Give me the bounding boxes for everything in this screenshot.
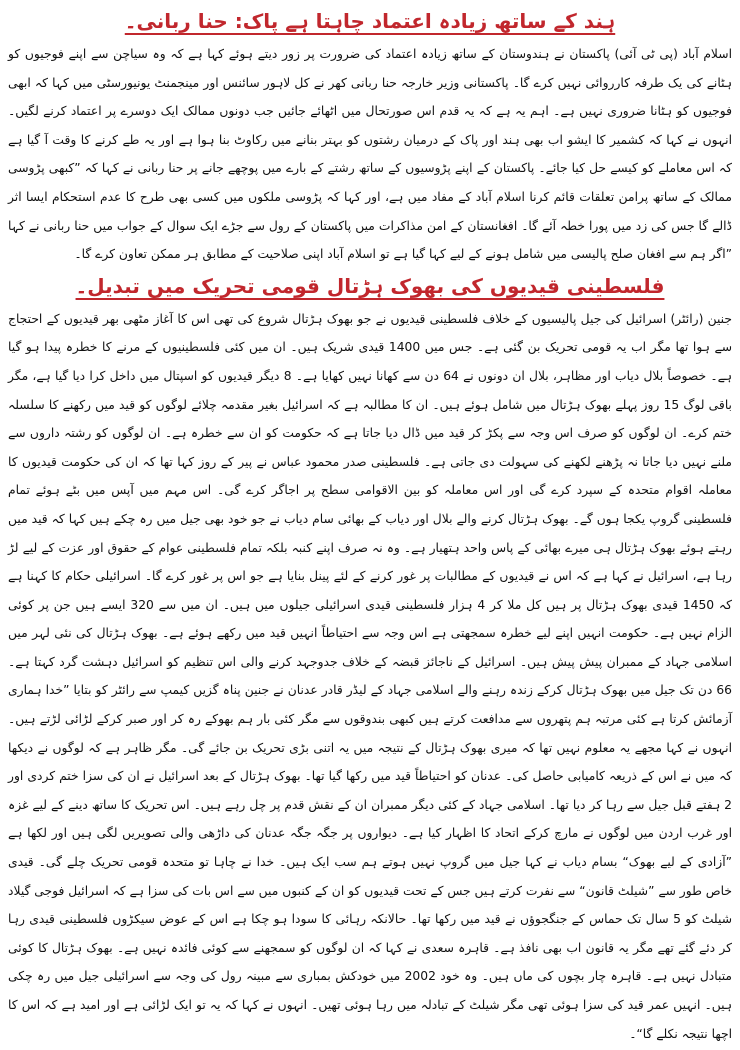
headline: فلسطینی قیدیوں کی بھوک ہڑتال قومی تحریک میں تبدیل۔ bbox=[75, 273, 665, 298]
headline: ہند کے ساتھ زیادہ اعتماد چاہتا ہے پاک: حنا ربانی۔ bbox=[124, 9, 616, 33]
article-palestinian-hunger-strike bbox=[8, 271, 732, 1048]
article-body: جنین (رائٹر) اسرائیل کی جیل پالیسیوں کے خلاف فلسطینی قیدیوں نے جو بھوک ہڑتال شروع کی تھی اس کا آغاز مٹھی بھر قیدیوں کے احتجاج سے ہوا تھا مگر اب یہ قومی تحریک بن گئی ہے۔ جس میں 1400 قیدی شریک ہیں۔ ان میں کئی فلسطینیوں کے مرنے کا خطرہ پیدا ہو گیا ہے۔ خصوصاً بلال دیاب اور مظاہر، بلال ان دونوں نے 64 دن سے کھانا نہیں کھایا ہے۔ 8 دیگر قیدیوں کو اسپتال میں داخل کرا دیا گیا ہے، مگر باقی لوگ 15 روز پہلے بھوک ہڑتال میں شامل ہوئے ہیں۔ ان کا مطالبہ ہے کہ اسرائیل بغیر مقدمہ چلائے لوگوں کو قید میں رکھنے کا سلسلہ ختم کرے۔ ان لوگوں کو صرف اس وجہ سے پکڑ کر قید میں ڈال دیا جاتا ہے کہ حکومت کو ان سے خطرہ ہے۔ ان لوگوں کو رشتہ داروں سے ملنے نہیں دیا جاتا نہ پڑھنے لکھنے کی سہولت دی جاتی ہے۔ فلسطینی صدر محمود عباس نے پیر کے روز کہا تھا کہ ان کی حکومت قیدیوں کا معاملہ اقوام متحدہ کے سپرد کرے گی اور اس معاملہ کو بین الاقوامی سطح پر اجاگر کرے گی۔ اس مہم میں آپس میں بٹے ہوئے تمام فلسطینی گروپ یکجا ہوں گے۔ بھوک ہڑتال کرنے والے بلال اور دیاب کے بھائی سام دیاب نے جو خود بھی جیل میں رہ چکے ہیں کہا کہ قید میں رہتے ہوئے بھوک ہڑتال ہی میرے بھائی کے پاس واحد ہتھیار ہے۔ وہ نہ صرف اپنے کنبہ بلکہ تمام فلسطینی عوام کے حقوق اور عزت کے لیے لڑ رہا ہے، اسرائیل نے کہا ہے کہ اس نے قیدیوں کے مطالبات پر غور کرنے کے لئے پینل بنایا ہے جو اس پر غور کرے گا۔ اسرائیلی حکام کا کہنا ہے کہ 1450 قیدی بھوک ہڑتال پر ہیں کل ملا کر 4 ہزار فلسطینی قیدی اسرائیلی جیلوں میں ہیں۔ ان میں سے 320 ایسے ہیں جن پر کوئی الزام نہیں ہے۔ حکومت انہیں اپنے لیے خطرہ سمجھتی ہے اس وجہ سے احتیاطاً انہیں قید میں رکھے ہوئے ہے۔ بھوک ہڑتال کی نئی لہر میں اسلامی جہاد کے ممبران پیش پیش ہیں۔ اسرائیل کے ناجائز قبضہ کے خلاف جدوجہد کرنے والی اس تنظیم کو اسرائیل دہشت گرد کہتا ہے۔ 66 دن تک جیل میں بھوک ہڑتال کرکے زندہ رہنے والے اسلامی جہاد کے لیڈر قادر عدنان نے جنین پناہ گزیں کیمپ سے رائٹر کو بتایا ”خدا ہماری آزمائش کرتا ہے کئی مرتبہ ہم پتھروں سے مدافعت کرتے ہیں کبھی بندوقوں سے مگر کئی بار ہم بھوکے رہ کر اور صبر کرکے لڑائی لڑتے ہیں۔ انہوں نے کہا مجھے یہ معلوم نہیں تھا کہ میری بھوک ہڑتال کے نتیجہ میں یہ اتنی بڑی تحریک بن جائے گی۔ مگر ظاہر ہے کہ لوگوں نے دیکھا کہ میں نے اس کے ذریعہ کامیابی حاصل کی۔ عدنان کو احتیاطاً قید میں رکھا گیا تھا۔ بھوک ہڑتال کے بعد اسرائیل نے ان کی سزا ختم کردی اور 2 ہفتے قبل جیل سے رہا کر دیا تھا۔ اسلامی جہاد کے کئی دیگر ممبران ان کے نقش قدم پر چل رہے ہیں۔ اس تحریک کا ساتھ دینے کے لیے غزہ اور غرب اردن میں لوگوں نے مارچ کرکے اتحاد کا اظہار کیا ہے۔ دیواروں پر جگہ جگہ عدنان کی داڑھی والی تصویریں لگی ہیں اور لکھا ہے ”آزادی کے لیے بھوک“ بسام دیاب نے کہا جیل میں گروپ نہیں ہوتے ہم سب ایک ہیں۔ خدا نے چاہا تو متحدہ قومی تحریک چلے گی۔ قیدی خاص طور سے ”شیلٹ قانون“ سے نفرت کرتے ہیں جس کے تحت قیدیوں کو ان کے کنبوں میں سے اس بات کی سزا ہے کہ اسرائیل فوجی گیلاد شیلٹ کو 5 سال تک حماس کے جنگجوؤں نے قید میں رکھا تھا۔ حالانکہ رہائی کا سودا ہو چکا ہے اس کے عوض سیکڑوں فلسطینی قیدی رہا کر دئے گئے تھے مگر یہ قانون اب بھی نافذ ہے۔ قاہرہ سعدی نے کہا کہ ان لوگوں کو سمجھنے سے کوئی فائدہ نہیں ہے۔ بھوک ہڑتال کا کوئی متبادل نہیں ہے۔ قاہرہ چار بچوں کی ماں ہیں۔ وہ خود 2002 میں خودکش بمباری سے مبینہ رول کی وجہ سے اسرائیلی جیل میں رہ چکی ہیں۔ انہیں عمر قید کی سزا ہوئی تھی مگر شیلٹ کے تبادلہ میں رہا ہوئی تھیں۔ انہوں نے کہا کہ یہ تو ایک لڑائی ہے اور امید ہے کہ اس کا اچھا نتیجہ نکلے گا“۔ bbox=[8, 311, 733, 1041]
article-body: اسلام آباد (پی ٹی آئی) پاکستان نے ہندوستان کے ساتھ زیادہ اعتماد کی ضرورت پر زور دیتے ہوئے کہا ہے کہ وہ سیاچن سے اپنے فوجیوں کو ہٹانے کی یک طرفہ کارروائی نہیں کرے گا۔ پاکستانی وزیر خارجہ حنا ربانی کھر نے کل لاہور سائنس اور مینجمنٹ یونیورسٹی میں کہا کہ ابھی فوجیوں کو ہٹانا ضروری نہیں ہے۔ اہم یہ ہے کہ یہ قدم اس صورتحال میں اٹھائے جائیں جب دونوں ممالک ایک دوسرے پر اعتماد کرنے لگیں۔ انہوں نے کہا کہ کشمیر کا ایشو اب بھی ہند اور پاک کے درمیان رشتوں کو بہتر بنانے میں رکاوٹ بنا ہوا ہے اور یہ طے کرنے کا وقت آ گیا ہے کہ اس معاملے کو کیسے حل کیا جائے۔ پاکستان کے اپنے پڑوسیوں کے ساتھ رشتے کے بارے میں پوچھے جانے پر حنا ربانی نے کہا کہ ”کبھی پڑوسی ممالک کے ساتھ پرامن تعلقات قائم کرنا اسلام آباد کے مفاد میں ہے، اور کہا کہ پڑوسی ملکوں میں کسی بھی طرح کا عدم استحکام ایسا اثر ڈالے گا جس کی زد میں پورا خطہ آئے گا۔ افغانستان کے امن مذاکرات میں پاکستان کے رول سے جڑے ایک سوال کے جواب میں حنا ربانی نے کہا ”اگر ہم سے افغان صلح پالیسی میں شامل ہونے کے لیے کہا گیا ہے تو اسلام آباد اپنی صلاحیت کے مطابق ہر ممکن تعاون کرے گا۔ bbox=[8, 47, 732, 262]
article-hina-rabbani bbox=[8, 6, 732, 269]
